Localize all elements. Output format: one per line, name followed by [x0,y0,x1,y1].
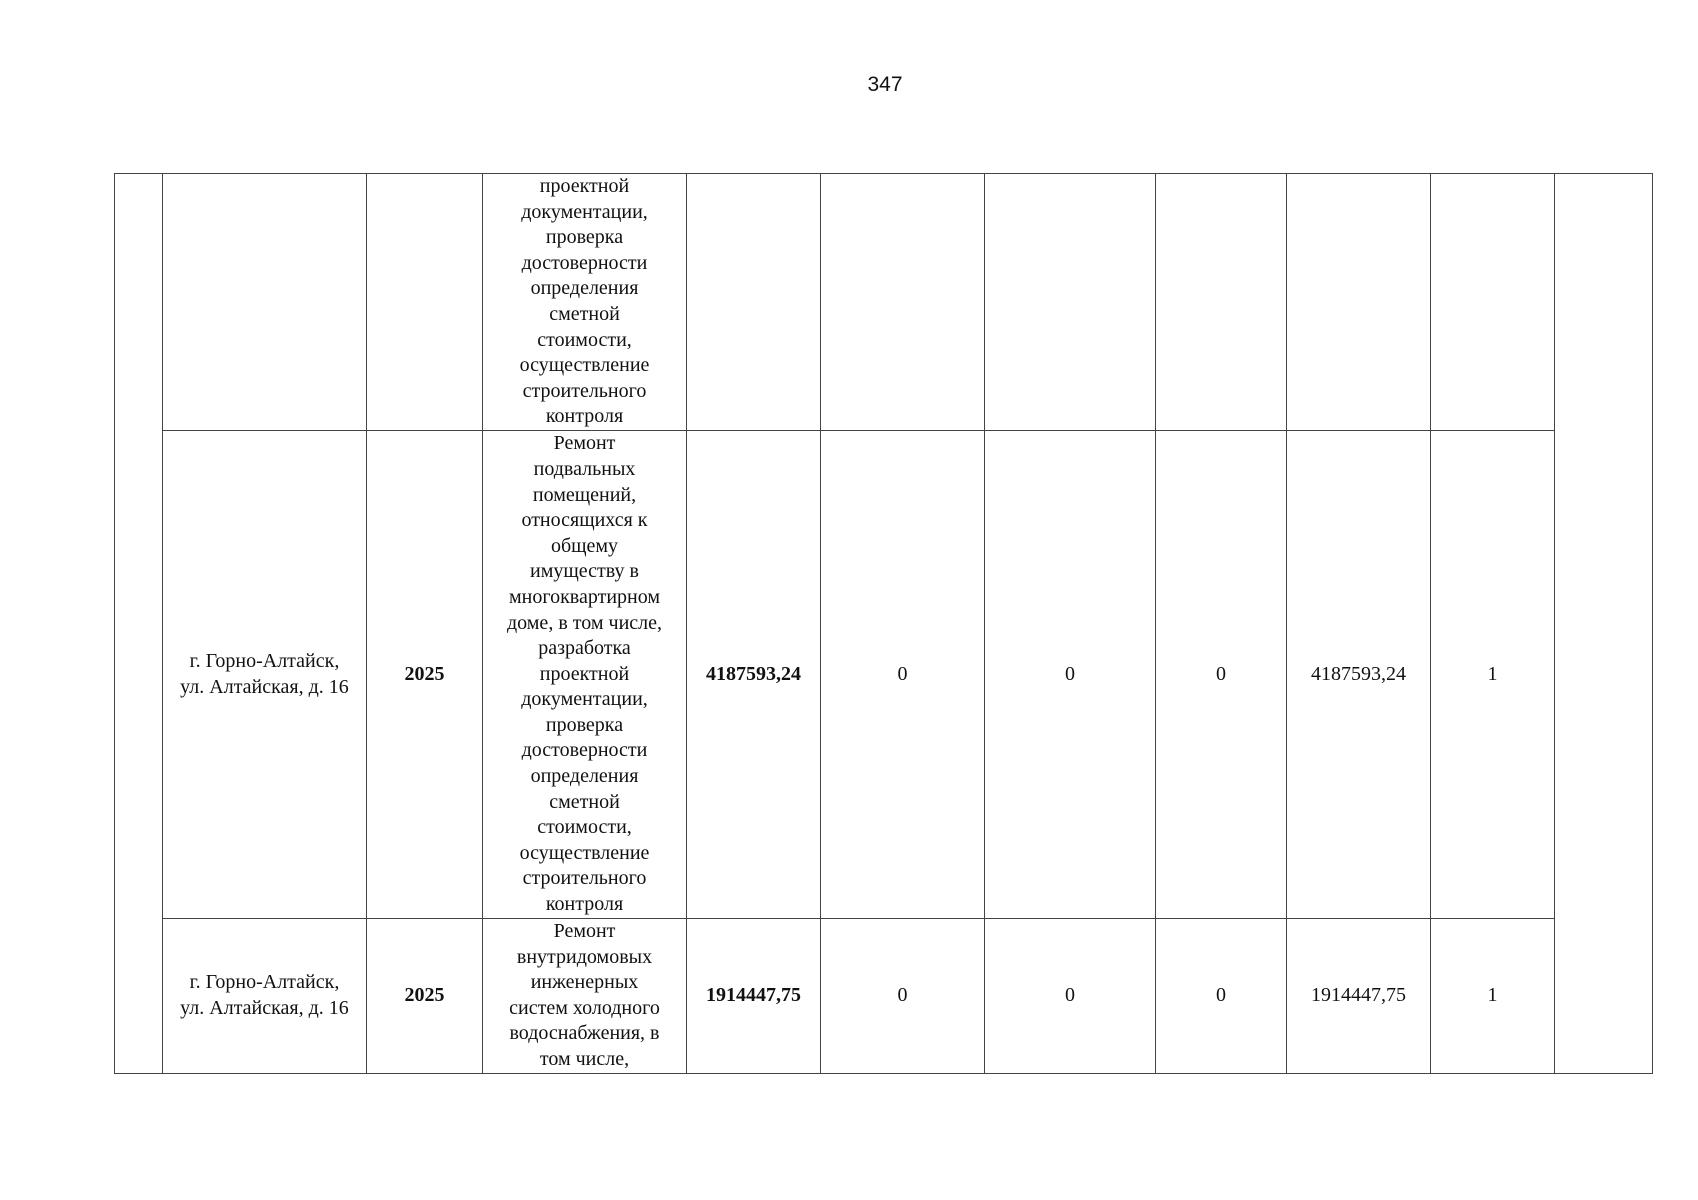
cost-cell: 0 [1156,431,1287,919]
count-cell: 1 [1431,431,1555,919]
table-row [115,174,1653,431]
notes-cell [1555,174,1653,1074]
cost-cell: 0 [821,919,985,1074]
page-number: 347 [867,73,903,96]
address-cell [163,174,367,431]
count-cell [1431,174,1555,431]
table-row [115,919,1653,1074]
row-number-cell [115,174,163,1074]
work-type-cell: Ремонт внутридомовых инженерных систем холодного водоснабжения, в том числе, [483,919,687,1074]
total-cost-cell: 4187593,24 [687,431,821,919]
cost-cell [1156,174,1287,431]
cost-cell [821,174,985,431]
cost-cell: 0 [821,431,985,919]
cost-cell: 0 [985,431,1156,919]
cost-cell [1287,174,1431,431]
cost-cell: 0 [985,919,1156,1074]
cost-cell: 1914447,75 [1287,919,1431,1074]
year-cell: 2025 [367,431,483,919]
repair-program-table [114,173,1653,1074]
work-type-cell: Ремонт подвальных помещений, относящихся к общему имуществу в многоквартирном доме, в том числе, разработка проектной документации, проверка достоверности определения сметной стоимости, осуществление строительного контроля [483,431,687,919]
table-row [115,431,1653,919]
cost-cell: 0 [1156,919,1287,1074]
cost-cell: 4187593,24 [1287,431,1431,919]
address-cell: г. Горно-Алтайск, ул. Алтайская, д. 16 [163,919,367,1074]
count-cell: 1 [1431,919,1555,1074]
address-cell: г. Горно-Алтайск, ул. Алтайская, д. 16 [163,431,367,919]
total-cost-cell: 1914447,75 [687,919,821,1074]
year-cell [367,174,483,431]
year-cell: 2025 [367,919,483,1074]
total-cost-cell [687,174,821,431]
work-type-cell: проектной документации, проверка достоверности определения сметной стоимости, осуществление строительного контроля [483,174,687,431]
cost-cell [985,174,1156,431]
